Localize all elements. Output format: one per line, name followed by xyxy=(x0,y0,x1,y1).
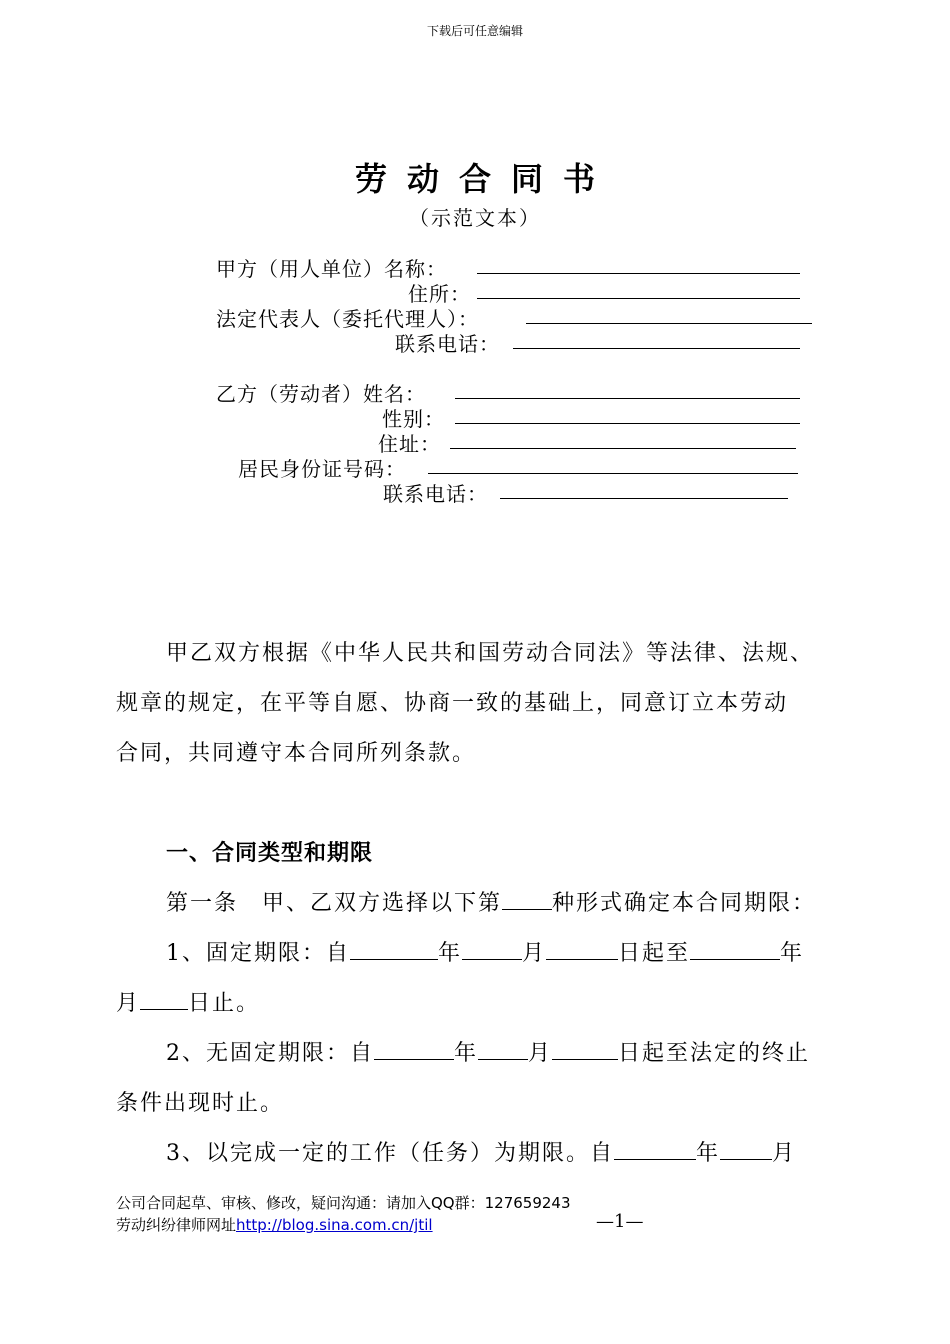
item-1-start-month-blank xyxy=(462,937,522,960)
item-2-end-text: 日起至法定的终止 xyxy=(618,1041,811,1066)
article-1 xyxy=(166,886,816,917)
party-b-address-label: 住址： xyxy=(378,432,441,456)
day-start-to-label: 日起至 xyxy=(618,941,691,966)
item-2-day-blank xyxy=(552,1037,618,1060)
intro-line-1: 甲乙双方根据《中华人民共和国劳动合同法》等法律、法规、 xyxy=(166,641,815,666)
item-1-end-year-blank xyxy=(690,937,780,960)
party-b-phone-blank xyxy=(500,498,788,499)
month-label: 月 xyxy=(522,941,547,966)
item-1-label: 1、固定期限：自 xyxy=(166,941,350,966)
item-1-end-month-blank xyxy=(140,987,188,1010)
month-label: 月 xyxy=(116,991,141,1016)
item-2-label: 2、无固定期限：自 xyxy=(166,1041,374,1066)
party-a-phone-label: 联系电话： xyxy=(395,332,500,356)
document-subtitle: （示范文本） xyxy=(409,206,541,230)
year-label: 年 xyxy=(780,941,805,966)
item-3-line-1 xyxy=(166,1136,796,1167)
footer-website-link[interactable]: http://blog.sina.com.cn/jtil xyxy=(236,1216,433,1234)
item-1-line-1 xyxy=(166,936,804,967)
item-2-year-blank xyxy=(374,1037,454,1060)
item-1-start-year-blank xyxy=(350,937,438,960)
month-label: 月 xyxy=(772,1141,797,1166)
year-label: 年 xyxy=(696,1141,721,1166)
party-a-name-label: 甲方（用人单位）名称： xyxy=(216,257,447,281)
party-b-phone-label: 联系电话： xyxy=(383,482,488,506)
party-a-address-label: 住所： xyxy=(408,282,471,306)
year-label: 年 xyxy=(438,941,463,966)
item-3-year-blank xyxy=(614,1137,696,1160)
party-b-gender-blank xyxy=(455,423,800,424)
year-label: 年 xyxy=(454,1041,479,1066)
item-2-month-blank xyxy=(478,1037,528,1060)
party-b-id-blank xyxy=(428,473,798,474)
party-a-representative-label: 法定代表人（委托代理人）： xyxy=(216,307,479,331)
month-label: 月 xyxy=(528,1041,553,1066)
party-a-address-blank xyxy=(477,298,800,299)
item-1-start-day-blank xyxy=(546,937,618,960)
footer-contact: 公司合同起草、审核、修改，疑问沟通：请加入QQ群：127659243 xyxy=(116,1194,571,1212)
day-stop-label: 日止。 xyxy=(188,991,261,1016)
intro-line-3: 合同，共同遵守本合同所列条款。 xyxy=(116,741,477,766)
party-a-representative-blank xyxy=(526,323,812,324)
intro-line-2: 规章的规定，在平等自愿、协商一致的基础上，同意订立本劳动 xyxy=(116,691,789,716)
party-b-name-label: 乙方（劳动者）姓名： xyxy=(216,382,426,406)
article-1-text-a: 第一条 甲、乙双方选择以下第 xyxy=(166,891,503,916)
party-b-address-blank xyxy=(450,448,796,449)
item-2-line-1 xyxy=(166,1036,810,1067)
document-title: 劳动合同书 xyxy=(354,160,615,198)
page-number: —1— xyxy=(596,1211,644,1232)
footer-website xyxy=(116,1214,433,1235)
party-a-name-blank xyxy=(477,273,800,274)
page-header: 下载后可任意编辑 xyxy=(426,24,523,38)
footer-website-label: 劳动纠纷律师网址 xyxy=(116,1216,237,1234)
article-1-text-b: 种形式确定本合同期限： xyxy=(552,891,817,916)
party-a-phone-blank xyxy=(513,348,800,349)
item-1-line-2 xyxy=(116,986,260,1017)
item-2-line-2: 条件出现时止。 xyxy=(116,1091,285,1116)
form-number-blank xyxy=(502,887,552,910)
item-3-label: 3、以完成一定的工作（任务）为期限。自 xyxy=(166,1141,614,1166)
item-3-month-blank xyxy=(720,1137,772,1160)
party-b-name-blank xyxy=(455,398,800,399)
party-b-id-label: 居民身份证号码： xyxy=(238,457,406,481)
section-1-heading: 一、合同类型和期限 xyxy=(166,840,374,866)
party-b-gender-label: 性别： xyxy=(382,407,445,431)
